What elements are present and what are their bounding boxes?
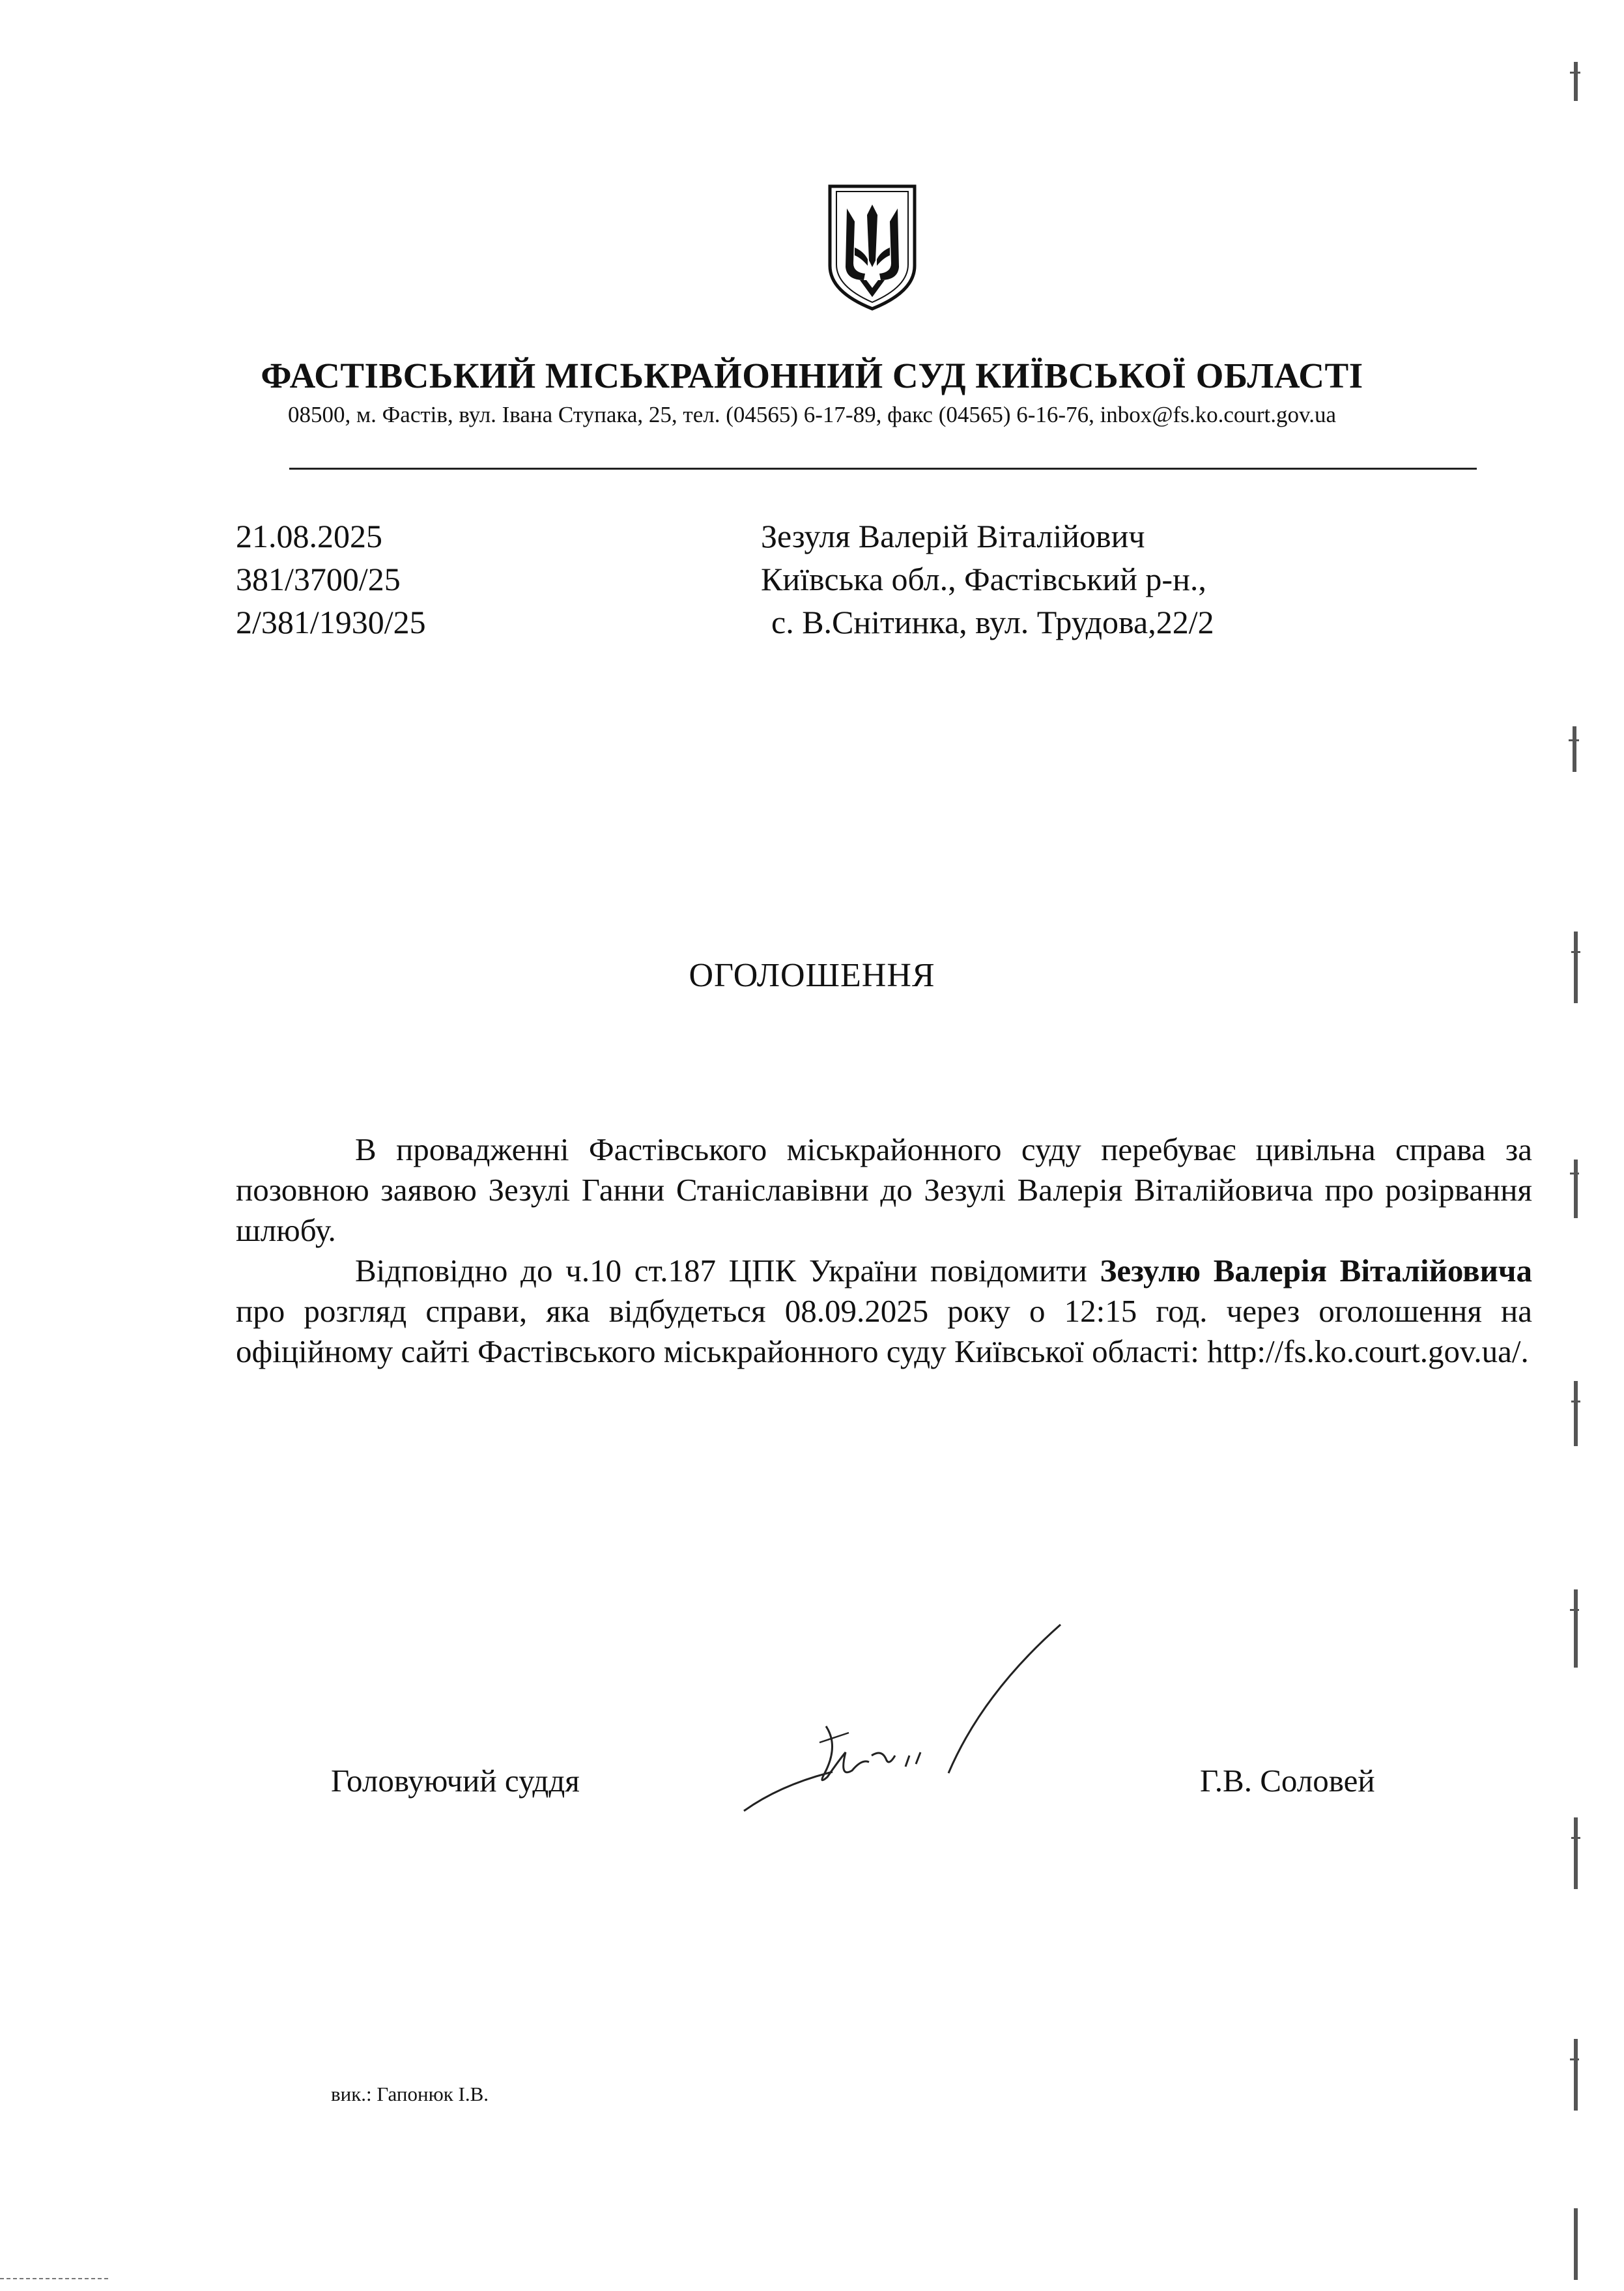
signature-role: Головуючий суддя — [331, 1763, 580, 1799]
defendant-name: Зезулю Валерія Віталійовича — [1100, 1253, 1532, 1288]
document-meta — [236, 515, 426, 644]
paragraph-2-end: про розгляд справи, яка відбудеться 08.09.2025 року о 12:15 год. через оголошення на офіційному сайті Фастівського міськрайонного суду Київської області: http://fs.ko.court.gov.ua/. — [236, 1293, 1532, 1369]
trident-coat-of-arms-icon — [826, 182, 919, 313]
handwritten-signature-icon — [741, 1622, 1080, 1824]
document-body — [236, 1130, 1532, 1372]
judge-name: Г.В. Соловей — [1200, 1763, 1375, 1799]
recipient-block — [761, 515, 1214, 644]
body-paragraph-2 — [236, 1251, 1532, 1372]
case-number: 2/381/1930/25 — [236, 604, 426, 640]
court-contacts: 08500, м. Фастів, вул. Івана Ступака, 25, тел. (04565) 6-17-89, факс (04565) 6-16-76, inbox@fs.ko.court.gov.ua — [287, 402, 1336, 427]
document-title: ОГОЛОШЕННЯ — [689, 957, 935, 994]
outgoing-number: 381/3700/25 — [236, 561, 401, 597]
executor-note: вик.: Гапонюк І.В. — [331, 2083, 489, 2105]
recipient-address-line1: Київська обл., Фастівський р-н., — [761, 561, 1206, 597]
scan-artifacts — [1557, 0, 1624, 2291]
scan-artifact-bottom — [0, 2272, 130, 2285]
court-name: ФАСТІВСЬКИЙ МІСЬКРАЙОННИЙ СУД КИЇВСЬКОЇ ОБЛАСТІ — [261, 356, 1363, 395]
paragraph-2-start: Відповідно до ч.10 ст.187 ЦПК України повідомити — [355, 1253, 1100, 1288]
body-paragraph-1: В провадженні Фастівського міськрайонного суду перебуває цивільна справа за позовною заявою Зезулі Ганни Станіславівни до Зезулі Валерія Віталійовича про розірвання шлюбу. — [236, 1131, 1532, 1248]
header-divider — [289, 468, 1477, 470]
document-date: 21.08.2025 — [236, 518, 382, 554]
recipient-name: Зезуля Валерій Віталійович — [761, 518, 1145, 554]
recipient-address-line2: с. В.Снітинка, вул. Трудова,22/2 — [771, 604, 1214, 640]
